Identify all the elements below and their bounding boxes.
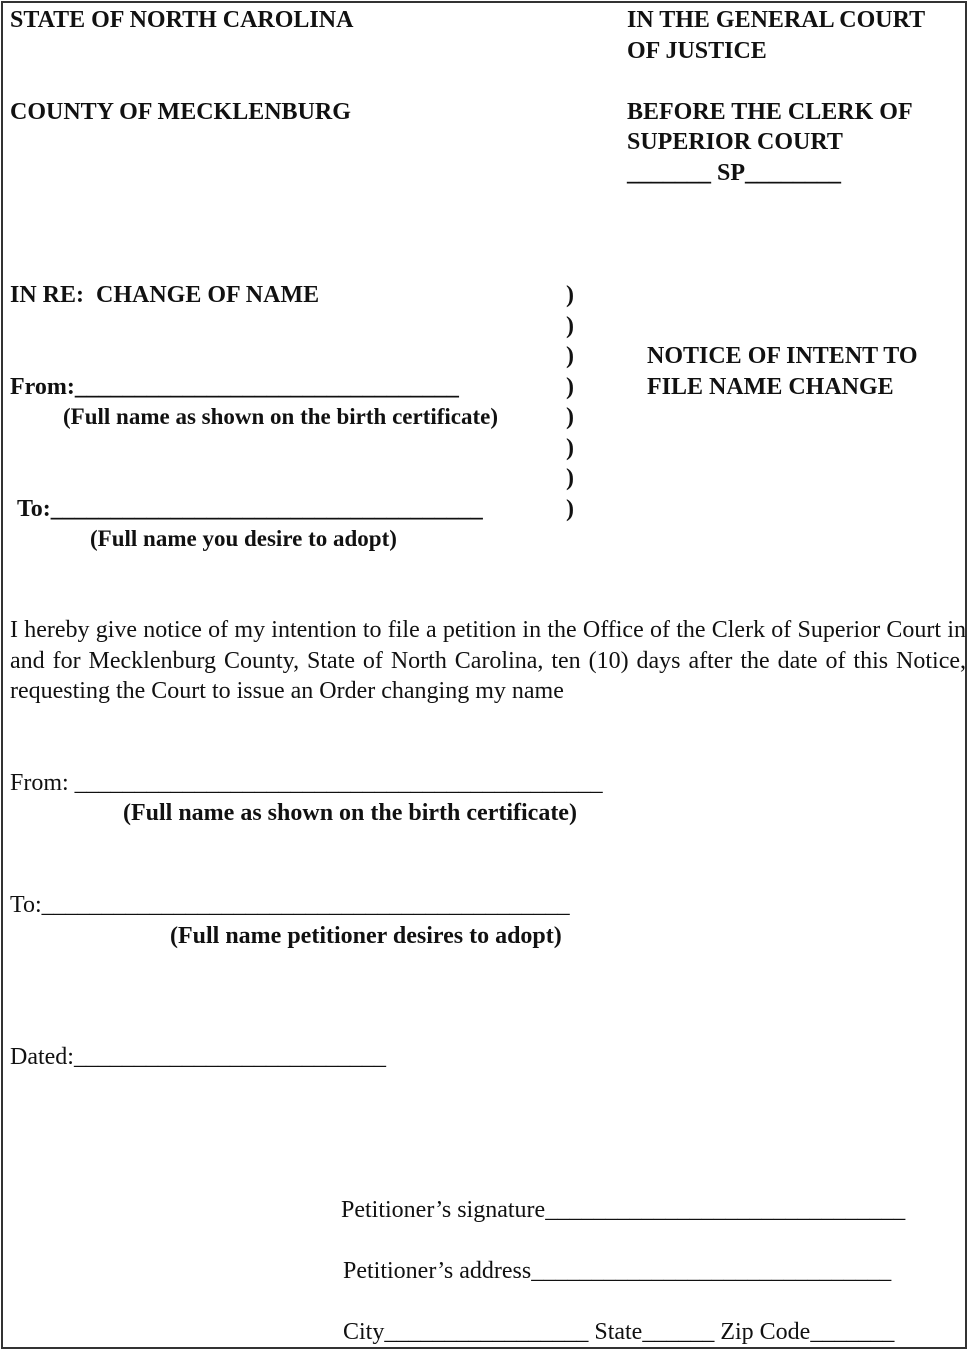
city-state-zip-field[interactable]: City_________________ State______ Zip Code_______ xyxy=(343,1319,895,1345)
caption-paren: ) xyxy=(566,465,574,491)
caption-paren: ) xyxy=(566,282,574,308)
caption-paren: ) xyxy=(566,404,574,430)
body-from-hint: (Full name as shown on the birth certificate) xyxy=(123,800,577,826)
file-number-field[interactable]: _______ SP________ xyxy=(627,160,842,186)
body-from-field[interactable]: From: ____________________________________________ xyxy=(10,770,603,796)
caption-paren: ) xyxy=(566,374,574,400)
caption-to-field[interactable]: To:____________________________________ xyxy=(17,496,483,522)
clerk-heading-line2: SUPERIOR COURT xyxy=(627,129,843,155)
clerk-heading-line1: BEFORE THE CLERK OF xyxy=(627,99,913,125)
caption-paren: ) xyxy=(566,343,574,369)
in-re-heading: IN RE: CHANGE OF NAME xyxy=(10,282,320,308)
dated-field[interactable]: Dated:__________________________ xyxy=(10,1044,386,1070)
body-to-field[interactable]: To:____________________________________________ xyxy=(10,892,570,918)
address-field[interactable]: Petitioner’s address______________________________ xyxy=(343,1258,892,1284)
caption-from-hint: (Full name as shown on the birth certificate) xyxy=(63,404,499,429)
body-to-hint: (Full name petitioner desires to adopt) xyxy=(170,923,562,949)
court-heading-line1: IN THE GENERAL COURT xyxy=(627,7,926,33)
caption-paren: ) xyxy=(566,313,574,339)
notice-title-line1: NOTICE OF INTENT TO xyxy=(647,343,918,369)
caption-from-field[interactable]: From:________________________________ xyxy=(10,374,459,400)
county-heading: COUNTY OF MECKLENBURG xyxy=(10,99,351,125)
caption-paren: ) xyxy=(566,496,574,522)
caption-to-hint: (Full name you desire to adopt) xyxy=(90,526,397,551)
notice-title-line2: FILE NAME CHANGE xyxy=(647,374,894,400)
signature-field[interactable]: Petitioner’s signature______________________________ xyxy=(341,1197,906,1223)
court-heading-line2: OF JUSTICE xyxy=(627,38,767,64)
caption-paren: ) xyxy=(566,435,574,461)
state-heading: STATE OF NORTH CAROLINA xyxy=(10,7,354,33)
notice-paragraph: I hereby give notice of my intention to file a petition in the Office of the Clerk of Superior Court in and for Mecklenburg County, State of North Carolina, ten (10) days after the date of this Notice, requesting the Court to issue an Order changing my name xyxy=(10,617,966,704)
